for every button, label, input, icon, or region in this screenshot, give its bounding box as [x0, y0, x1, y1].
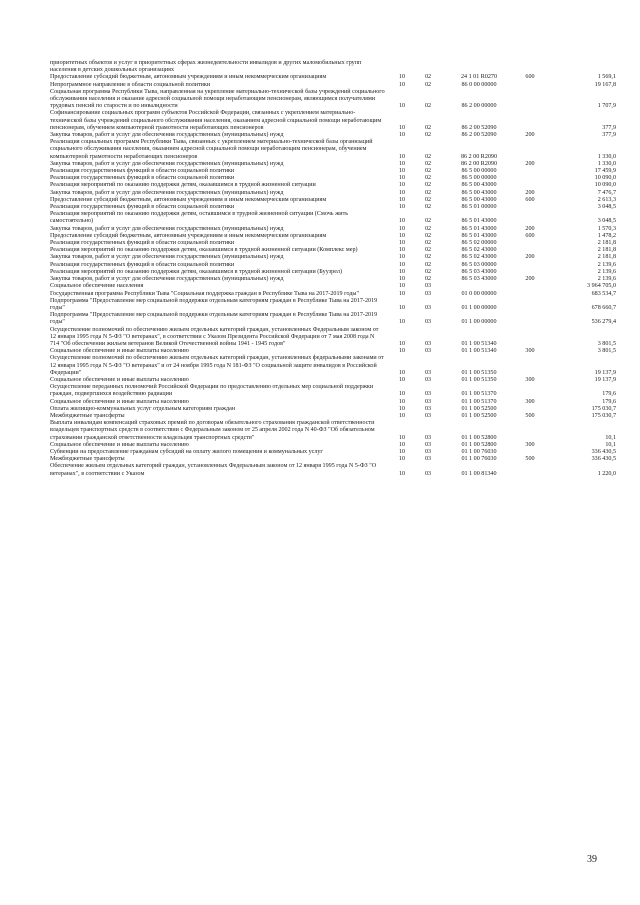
row-subsection: 03: [424, 283, 432, 290]
row-amount: 2 139,6: [597, 276, 616, 283]
row-subsection: 02: [424, 276, 432, 283]
row-subsection: 02: [424, 132, 432, 139]
row-subsection: 02: [424, 74, 432, 81]
row-expense-type: 300: [525, 441, 535, 448]
row-section: 10: [398, 189, 406, 196]
row-name: Социальное обеспечение и иные выплаты населению: [50, 376, 189, 383]
row-target-article: 01 0 00 00000: [461, 290, 497, 297]
budget-table-body: [50, 60, 616, 478]
row-name: Предоставление субсидий бюджетным, автономным учреждениям и иным некоммерческим организациям: [50, 74, 327, 81]
row-name: Реализация мероприятий по оказанию поддержки детям, оказавшимся в трудной жизненной ситуации (Буузрел): [50, 268, 342, 275]
row-target-article: 01 1 00 51340: [461, 340, 497, 347]
row-expense-type: [515, 269, 545, 276]
row-section: 10: [398, 405, 406, 412]
table-row: [50, 89, 616, 111]
row-expense-type: [515, 355, 545, 377]
row-expense-type: 200: [525, 189, 535, 196]
row-section: 10: [398, 196, 406, 203]
row-name: Предоставление субсидий бюджетным, автономным учреждениям и иным некоммерческим организациям: [50, 232, 327, 239]
row-name: Социальное обеспечение и иные выплаты населению: [50, 441, 189, 448]
row-expense-type: [515, 110, 545, 132]
row-name: Осуществление полномочий по обеспечению жильем отдельных категорий граждан, установленных федеральными законами от 12 января 1995 года N 5-ФЗ "О ветеранах" и от 24 ноября 1995 года N 181-ФЗ "О социальной защите инвалидов в Российской Федерации": [50, 355, 384, 376]
row-name: Закупка товаров, работ и услуг для обеспечения государственных (муниципальных) нужд: [50, 132, 284, 139]
row-expense-type: [515, 211, 545, 225]
row-subsection: 03: [424, 398, 432, 405]
row-name: Реализация мероприятий по оказанию поддержки детям, оказавшимся в трудной жизненной ситуации (Комплекс мер): [50, 247, 358, 254]
table-row: [50, 74, 616, 81]
row-target-article: 86 5 00 43000: [461, 189, 497, 196]
row-amount: 336 430,5: [591, 448, 616, 455]
row-section: 10: [398, 132, 406, 139]
row-expense-type: [515, 262, 545, 269]
row-name: Софинансирование социальных программ субъектов Российской Федерации, связанных с укреплением материально-технической базы учреждений социального обслуживания населения, оказанием адресной социальной помощи неработающим пенсионерам, обучением компьютерной грамотности неработающих пенсионеров: [50, 110, 382, 131]
row-amount: 3 964 705,0: [587, 283, 616, 290]
row-section: 10: [398, 103, 406, 110]
table-row: [50, 449, 616, 456]
row-subsection: 02: [424, 225, 432, 232]
row-name: Социальное обеспечение и иные выплаты населению: [50, 398, 189, 405]
row-expense-type: [515, 384, 545, 398]
row-expense-type: 500: [525, 456, 535, 463]
table-row: [50, 283, 616, 290]
table-row: [50, 262, 616, 269]
row-expense-type: 300: [525, 376, 535, 383]
row-expense-type: 300: [525, 348, 535, 355]
row-subsection: 02: [424, 218, 432, 225]
row-target-article: 01 1 00 51350: [461, 376, 497, 383]
row-name: Осуществление переданных полномочий Российской Федерации по предоставлению отдельных мер социальной поддержки граждан, подвергшихся воздействию радиации: [50, 384, 374, 398]
row-target-article: 01 1 00 76030: [461, 448, 497, 455]
row-amount: 19 137,9: [594, 369, 616, 376]
row-name: Закупка товаров, работ и услуг для обеспечения государственных (муниципальных) нужд: [50, 254, 284, 261]
row-subsection: 03: [424, 340, 432, 347]
row-amount: 10,1: [605, 434, 616, 441]
row-subsection: 02: [424, 254, 432, 261]
row-target-article: 86 2 00 00000: [461, 103, 497, 110]
row-subsection: 02: [424, 175, 432, 182]
row-section: 10: [398, 434, 406, 441]
table-row: [50, 269, 616, 276]
row-expense-type: [515, 463, 545, 477]
row-expense-type: [515, 240, 545, 247]
row-target-article: 86 5 03 43000: [461, 268, 497, 275]
row-expense-type: [515, 182, 545, 189]
row-section: 10: [398, 348, 406, 355]
row-name: Реализация государственных функций в области социальной политики: [50, 240, 235, 247]
row-section: 10: [398, 261, 406, 268]
row-subsection: 03: [424, 441, 432, 448]
row-target-article: 86 5 00 43000: [461, 182, 497, 189]
row-target-article: [443, 60, 515, 74]
row-name: Предоставление субсидий бюджетным, автономным учреждениям и иным некоммерческим организациям: [50, 196, 327, 203]
row-name: Непрограммное направление в области социальной политики: [50, 81, 211, 88]
row-name: Государственная программа Республики Тыва "Социальная поддержка граждан в Республике Тыва на 2017-2019 годы": [50, 290, 360, 297]
row-section: 10: [398, 182, 406, 189]
row-expense-type: [515, 82, 545, 89]
row-section: 10: [398, 276, 406, 283]
row-name: Межбюджетные трансферты: [50, 412, 125, 419]
budget-table: [50, 60, 616, 478]
row-name: Реализация государственных функций в области социальной политики: [50, 168, 235, 175]
row-expense-type: [515, 204, 545, 211]
row-amount: 10,1: [605, 441, 616, 448]
row-target-article: 86 5 01 43000: [461, 232, 497, 239]
row-name: приоритетных объектов и услуг в приоритетных сферах жизнедеятельности инвалидов и других маломобильных групп населения в детских дошкольных организациях: [50, 60, 362, 74]
row-name: Осуществление полномочий по обеспечению жильем отдельных категорий граждан, установленных Федеральным законом от 12 января 1995 года N 5-ФЗ "О ветеранах", в соответствии с Указом Президента Российской Федерации от 7 мая 2008 года N 714 "Об обеспечении жильем ветеранов Великой Отечественной войны 1941 - 1945 годов": [50, 326, 379, 347]
row-name: Реализация социальных программ Республики Тыва, связанных с укреплением материально-технической базы организаций социального обслуживания населения, оказанием адресной социальной помощи неработающим пенсионерам, обучением компьютерной грамотности неработающих пенсионеров: [50, 139, 373, 160]
row-subsection: 02: [424, 232, 432, 239]
row-expense-type: [515, 168, 545, 175]
row-target-article: 86 5 02 00000: [461, 240, 497, 247]
table-row: [50, 60, 616, 74]
row-subsection: 03: [424, 434, 432, 441]
row-target-article: [443, 283, 515, 290]
row-subsection: 02: [424, 124, 432, 131]
row-expense-type: 200: [525, 160, 535, 167]
row-subsection: 02: [424, 81, 432, 88]
row-expense-type: [515, 175, 545, 182]
row-expense-type: 600: [525, 232, 535, 239]
row-section: 10: [398, 412, 406, 419]
row-target-article: 86 5 00 00000: [461, 168, 497, 175]
row-section: 10: [398, 304, 406, 311]
row-expense-type: [515, 60, 545, 74]
row-name: Реализация государственных функций в области социальной политики: [50, 204, 235, 211]
row-target-article: 86 5 03 43000: [461, 276, 497, 283]
row-target-article: 24 1 01 R0270: [460, 74, 498, 81]
row-target-article: 01 1 00 51350: [461, 369, 497, 376]
table-row: [50, 291, 616, 298]
row-expense-type: [515, 247, 545, 254]
row-name: Обеспечение жильем отдельных категорий граждан, установленных Федеральным законом от 12 января 1995 года N 5-ФЗ "О ветеранах", в соответствии с Указом: [50, 463, 377, 477]
row-amount: 377,9: [602, 124, 616, 131]
row-name: Закупка товаров, работ и услуг для обеспечения государственных (муниципальных) нужд: [50, 225, 284, 232]
page-number: 39: [587, 854, 597, 865]
table-row: [50, 110, 616, 132]
row-section: 10: [398, 254, 406, 261]
row-expense-type: 200: [525, 132, 535, 139]
row-target-article: 01 1 00 51340: [461, 348, 497, 355]
row-amount: 1 330,0: [597, 153, 616, 160]
row-amount: 17 459,9: [594, 168, 616, 175]
row-name: Закупка товаров, работ и услуг для обеспечения государственных (муниципальных) нужд: [50, 189, 284, 196]
row-expense-type: 600: [525, 196, 535, 203]
row-expense-type: [515, 89, 545, 111]
row-target-article: 01 1 00 00000: [461, 319, 497, 326]
row-expense-type: [515, 420, 545, 442]
row-amount: 1 707,9: [597, 103, 616, 110]
row-subsection: 02: [424, 153, 432, 160]
row-expense-type: [515, 139, 545, 161]
table-row: [50, 327, 616, 349]
row-section: 10: [398, 218, 406, 225]
row-amount: 3 048,5: [597, 204, 616, 211]
row-expense-type: [515, 406, 545, 413]
row-subsection: 02: [424, 182, 432, 189]
row-amount: [545, 60, 616, 74]
row-name: Социальное обеспечение населения: [50, 283, 144, 290]
row-target-article: 01 1 00 51370: [461, 398, 497, 405]
row-target-article: 86 2 00 52090: [461, 124, 497, 131]
row-amount: 3 801,5: [597, 348, 616, 355]
row-amount: 2 139,6: [597, 261, 616, 268]
row-expense-type: 200: [525, 276, 535, 283]
row-amount: 1 330,0: [597, 160, 616, 167]
row-expense-type: 300: [525, 398, 535, 405]
row-target-article: 86 0 00 00000: [461, 81, 497, 88]
row-section: 10: [398, 398, 406, 405]
row-amount: 179,6: [602, 391, 616, 398]
row-amount: 2 181,8: [597, 247, 616, 254]
row-subsection: 03: [424, 448, 432, 455]
row-expense-type: [515, 312, 545, 326]
row-name: Оплата жилищно-коммунальных услуг отдельным категориям граждан: [50, 405, 236, 412]
row-section: 10: [398, 319, 406, 326]
row-subsection: 02: [424, 247, 432, 254]
table-row: [50, 211, 616, 225]
row-section: 10: [398, 124, 406, 131]
row-subsection: 02: [424, 268, 432, 275]
row-expense-type: [515, 327, 545, 349]
row-subsection: 02: [424, 261, 432, 268]
row-section: 10: [398, 470, 406, 477]
row-amount: 7 476,7: [597, 189, 616, 196]
row-section: 10: [398, 168, 406, 175]
row-subsection: 02: [424, 204, 432, 211]
row-section: 10: [398, 340, 406, 347]
row-section: 10: [398, 204, 406, 211]
budget-document: [50, 60, 616, 478]
row-target-article: 86 5 03 00000: [461, 261, 497, 268]
row-target-article: 01 1 00 51370: [461, 391, 497, 398]
row-target-article: 01 1 00 00000: [461, 304, 497, 311]
table-row: [50, 442, 616, 449]
row-expense-type: [515, 283, 545, 290]
row-amount: 10 090,0: [594, 175, 616, 182]
row-expense-type: 600: [525, 74, 535, 81]
row-expense-type: 200: [525, 225, 535, 232]
row-amount: 175 030,7: [591, 412, 616, 419]
row-subsection: 03: [424, 376, 432, 383]
table-row: [50, 226, 616, 233]
table-row: [50, 384, 616, 398]
row-name: Межбюджетные трансферты: [50, 456, 125, 463]
row-subsection: 02: [424, 160, 432, 167]
row-section: 10: [398, 175, 406, 182]
row-amount: 336 430,5: [591, 456, 616, 463]
row-amount: 1 569,1: [597, 74, 616, 81]
table-row: [50, 399, 616, 406]
row-amount: 179,6: [602, 398, 616, 405]
row-expense-type: [515, 298, 545, 312]
table-row: [50, 182, 616, 189]
row-subsection: 02: [424, 240, 432, 247]
row-section: 10: [398, 232, 406, 239]
row-name: Закупка товаров, работ и услуг для обеспечения государственных (муниципальных) нужд: [50, 276, 284, 283]
row-amount: 377,9: [602, 132, 616, 139]
row-name: Социальная программа Республики Тыва, направленная на укрепление материально-технической базы учреждений социального обслуживания населения и оказание адресной социальной помощи неработающим пенсионерам, являющимся получателями трудовых пенсий по старости и по инвалидности: [50, 88, 385, 110]
row-name: Реализация государственных функций в области социальной политики: [50, 175, 235, 182]
row-amount: 2 139,6: [597, 268, 616, 275]
row-target-article: 01 1 00 52500: [461, 412, 497, 419]
row-section: 10: [398, 369, 406, 376]
row-section: 10: [398, 290, 406, 297]
row-section: 10: [398, 268, 406, 275]
row-target-article: 86 5 02 43000: [461, 247, 497, 254]
row-amount: 175 030,7: [591, 405, 616, 412]
row-name: Подпрограмма "Предоставление мер социальной поддержки отдельным категориям граждан в Республике Тыва на 2017-2019 годы": [50, 312, 378, 326]
row-subsection: 02: [424, 189, 432, 196]
row-target-article: 86 2 00 R2090: [460, 160, 498, 167]
row-amount: 1 570,3: [597, 225, 616, 232]
row-target-article: 86 5 02 43000: [461, 254, 497, 261]
row-section: 10: [398, 448, 406, 455]
row-name: Субвенции на предоставление гражданам субсидий на оплату жилого помещения и коммунальных услуг: [50, 448, 323, 455]
table-row: [50, 355, 616, 377]
row-section: 10: [398, 391, 406, 398]
table-row: [50, 139, 616, 161]
table-row: [50, 298, 616, 312]
row-section: 10: [398, 225, 406, 232]
row-target-article: 86 5 00 43000: [461, 196, 497, 203]
row-subsection: 02: [424, 168, 432, 175]
table-row: [50, 233, 616, 240]
row-amount: 1 220,0: [597, 470, 616, 477]
row-name: Реализация мероприятий по оказанию поддержки детям, оказавшимся в трудной жизненной ситуации: [50, 182, 316, 189]
row-amount: 19 137,9: [594, 376, 616, 383]
row-target-article: 86 5 01 43000: [461, 225, 497, 232]
row-amount: 2 181,8: [597, 254, 616, 261]
row-section: [391, 60, 413, 74]
row-subsection: 03: [424, 412, 432, 419]
table-row: [50, 254, 616, 261]
row-subsection: 03: [424, 470, 432, 477]
row-section: 10: [398, 456, 406, 463]
row-section: 10: [398, 247, 406, 254]
row-subsection: 03: [424, 456, 432, 463]
table-row: [50, 190, 616, 197]
row-subsection: 02: [424, 103, 432, 110]
row-section: 10: [398, 160, 406, 167]
row-subsection: 03: [424, 369, 432, 376]
row-amount: 2 181,8: [597, 240, 616, 247]
row-target-article: 86 5 00 00000: [461, 175, 497, 182]
row-amount: 1 478,2: [597, 232, 616, 239]
table-row: [50, 463, 616, 477]
table-row: [50, 197, 616, 204]
row-amount: 2 613,3: [597, 196, 616, 203]
row-expense-type: 200: [525, 254, 535, 261]
row-subsection: [413, 60, 443, 74]
row-amount: 19 167,8: [594, 81, 616, 88]
row-target-article: 86 2 00 52090: [461, 132, 497, 139]
row-expense-type: [515, 291, 545, 298]
row-subsection: 03: [424, 304, 432, 311]
table-row: [50, 82, 616, 89]
row-target-article: 86 5 01 43000: [461, 218, 497, 225]
row-name: Подпрограмма "Предоставление мер социальной поддержки отдельным категориям граждан в Республике Тыва на 2017-2019 годы": [50, 297, 378, 311]
row-amount: 536 279,4: [591, 319, 616, 326]
row-section: 10: [398, 376, 406, 383]
row-target-article: 01 1 00 52500: [461, 405, 497, 412]
table-row: [50, 406, 616, 413]
row-amount: 3 801,5: [597, 340, 616, 347]
row-target-article: 01 1 00 52800: [461, 441, 497, 448]
row-section: 10: [398, 441, 406, 448]
row-name: Реализация мероприятий по оказанию поддержки детям, оставшимся в трудной жизненной ситуации (Смочь жить самостоятельно): [50, 211, 349, 225]
row-subsection: 03: [424, 405, 432, 412]
row-section: 10: [398, 283, 406, 290]
row-subsection: 03: [424, 290, 432, 297]
row-section: 10: [398, 240, 406, 247]
row-subsection: 03: [424, 319, 432, 326]
row-name: Выплата инвалидам компенсаций страховых премий по договорам обязательного страхования гражданской ответственности владельцев транспортных средств в соответствии с Федеральным законом от 25 апреля 2002 года N 40-ФЗ "Об обязательном страховании гражданской ответственности владельцев транспортных средств": [50, 420, 375, 441]
row-expense-type: 500: [525, 412, 535, 419]
row-subsection: 02: [424, 196, 432, 203]
row-section: 10: [398, 81, 406, 88]
row-subsection: 03: [424, 348, 432, 355]
table-row: [50, 161, 616, 168]
row-target-article: 01 1 00 52800: [461, 434, 497, 441]
row-section: 10: [398, 74, 406, 81]
table-row: [50, 420, 616, 442]
row-name: Реализация государственных функций в области социальной политики: [50, 261, 235, 268]
row-amount: 10 090,0: [594, 182, 616, 189]
row-section: 10: [398, 153, 406, 160]
row-target-article: 86 2 00 R2090: [460, 153, 498, 160]
row-name: Закупка товаров, работ и услуг для обеспечения государственных (муниципальных) нужд: [50, 160, 284, 167]
row-target-article: 01 1 00 81340: [461, 470, 497, 477]
row-subsection: 03: [424, 391, 432, 398]
row-amount: 683 534,7: [591, 290, 616, 297]
row-name: Социальное обеспечение и иные выплаты населению: [50, 348, 189, 355]
row-target-article: 01 1 00 76030: [461, 456, 497, 463]
row-target-article: 86 5 01 00000: [461, 204, 497, 211]
row-amount: 3 048,5: [597, 218, 616, 225]
table-row: [50, 312, 616, 326]
row-expense-type: [515, 449, 545, 456]
row-amount: 678 660,7: [591, 304, 616, 311]
